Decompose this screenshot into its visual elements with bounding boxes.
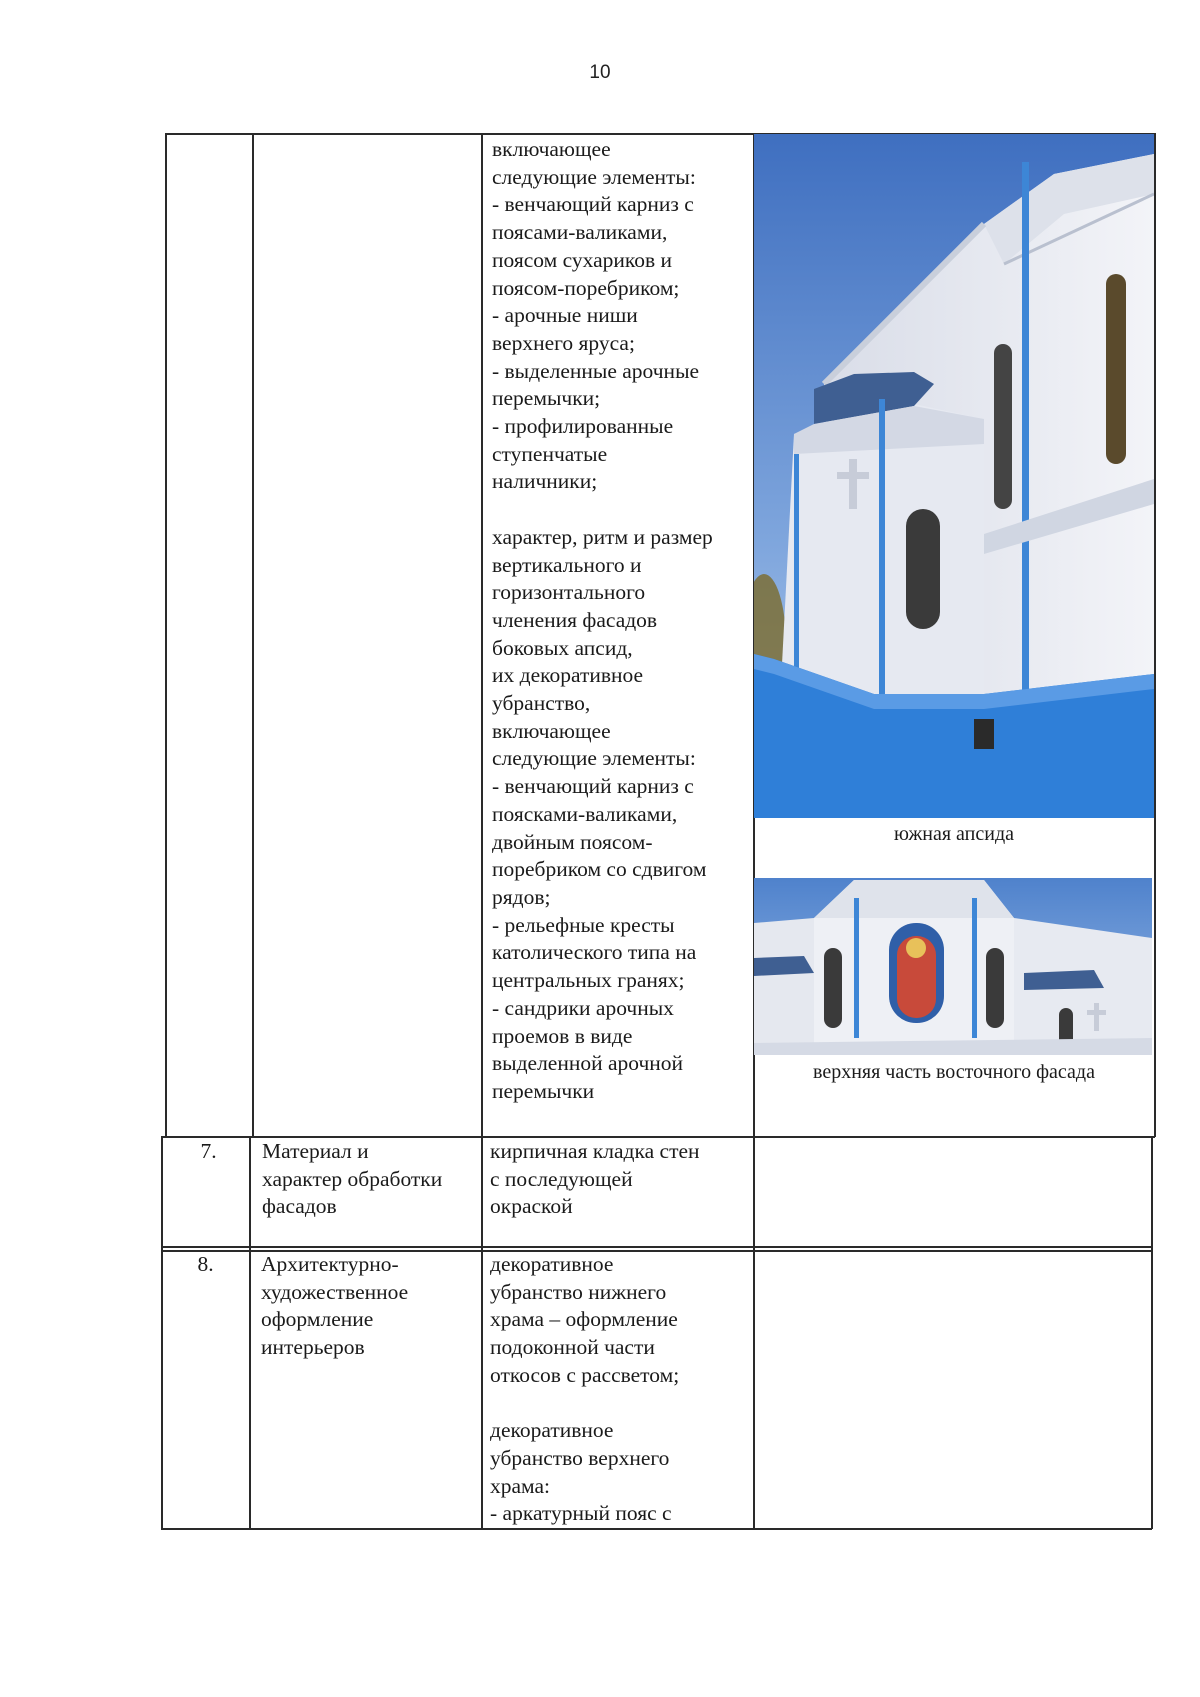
col-line-right-lower (1151, 1136, 1153, 1529)
col-line-left-lower (161, 1136, 163, 1529)
row8-description: декоративное убранство нижнего храма – оформление подоконной части откосов с рассветом; декоративное убранство верхнего храма: - аркатурный пояс с (490, 1252, 680, 1526)
row7-name: Материал и характер обработки фасадов (262, 1139, 443, 1219)
row-separator-7-bottom (162, 1246, 1152, 1248)
col-line-left (165, 133, 167, 1137)
page-number: 10 (589, 62, 611, 83)
col-line-2-lower (249, 1136, 251, 1529)
row8-name: Архитектурно- художественное оформление интерьеров (261, 1252, 409, 1360)
caption-south-apse: южная апсида (894, 823, 1014, 845)
col-line-2 (252, 133, 254, 1137)
photo-east-facade-image (754, 878, 1152, 1055)
table-border-bottom (161, 1528, 1152, 1530)
caption-east-facade: верхняя часть восточного фасада (813, 1061, 1095, 1083)
row7-number: 7. (200, 1139, 217, 1163)
continued-description: включающее следующие элементы: - венчающий карниз с поясами-валиками, поясом сухариков и поясом-поребриком; - арочные ниши верхнего яруса; - выделенные арочные перемычки; - профилированные ступенчатые наличники; характер, ритм и размер вертикального и горизонтального членения фасадов боковых апсид, их декоративное убранство, включающее следующие элементы: - венчающий карниз с поясками-валиками, двойным поясом- поребриком со сдвигом рядов; - рельефные кресты католического типа на центральных гранях; - сандрики арочных проемов в виде выделенной арочной перемычки (492, 137, 713, 1103)
photo-east-facade (754, 878, 1152, 1055)
photo-south-apse (754, 134, 1154, 818)
col-line-3 (481, 133, 483, 1529)
row7-description: кирпичная кладка стен с последующей окраской (490, 1139, 700, 1219)
photo-south-apse-image (754, 134, 1154, 818)
col-line-right (1154, 133, 1156, 1137)
row8-number: 8. (197, 1252, 214, 1276)
